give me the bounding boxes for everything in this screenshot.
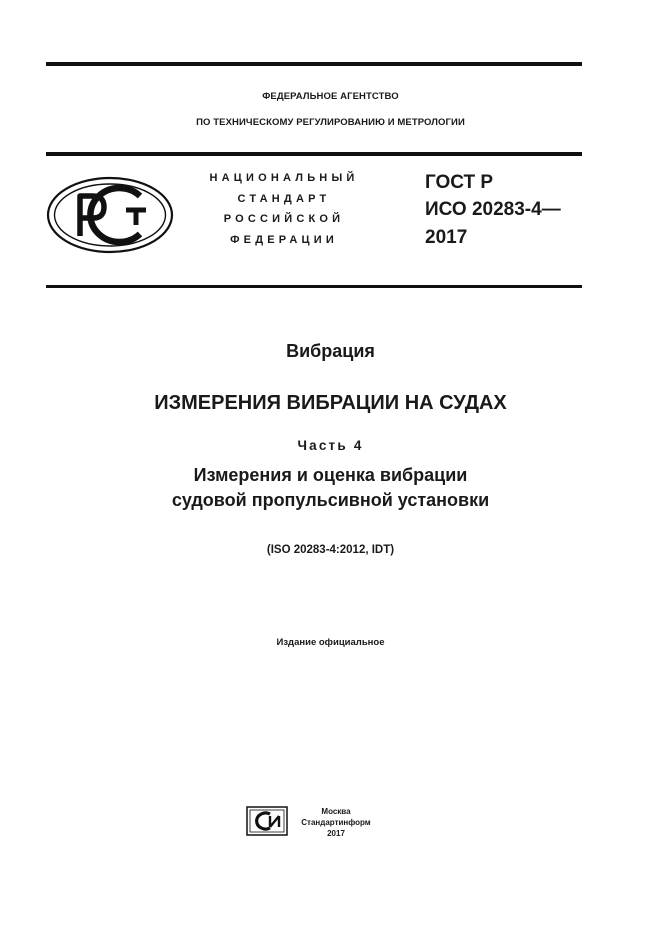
standard-label-line-4: ФЕДЕРАЦИИ [230, 234, 338, 246]
part-number: Часть 4 [297, 438, 364, 453]
designation-line-3: 2017 [425, 227, 468, 248]
header-bottom-rule [46, 285, 582, 288]
standard-label-line-2: СТАНДАРТ [237, 193, 331, 205]
edition-note: Издание официальное [276, 637, 385, 648]
pct-certification-mark-icon [46, 176, 174, 254]
subject-title: Вибрация [286, 341, 375, 361]
standard-label-line-3: РОССИЙСКОЙ [223, 213, 345, 225]
designation-line-2: ИСО 20283-4— [425, 199, 561, 220]
publisher-year: 2017 [327, 829, 345, 838]
agency-line-2: ПО ТЕХНИЧЕСКОМУ РЕГУЛИРОВАНИЮ И МЕТРОЛОГИИ [196, 117, 465, 128]
subtitle-line-2: судовой пропульсивной установки [171, 490, 490, 510]
designation-line-1: ГОСТ Р [425, 172, 494, 193]
publisher-name: Стандартинформ [301, 818, 371, 827]
standard-label-line-1: НАЦИОНАЛЬНЫЙ [209, 172, 359, 184]
header-top-rule [46, 152, 582, 156]
iso-reference: (ISO 20283-4:2012, IDT) [266, 544, 395, 556]
publisher-city: Москва [321, 807, 351, 816]
top-rule [46, 62, 582, 66]
main-title: ИЗМЕРЕНИЯ ВИБРАЦИИ НА СУДАХ [154, 392, 507, 414]
standartinform-logo-icon [246, 806, 288, 836]
subtitle-line-1: Измерения и оценка вибрации [193, 465, 468, 485]
agency-line-1: ФЕДЕРАЛЬНОЕ АГЕНТСТВО [262, 91, 399, 102]
